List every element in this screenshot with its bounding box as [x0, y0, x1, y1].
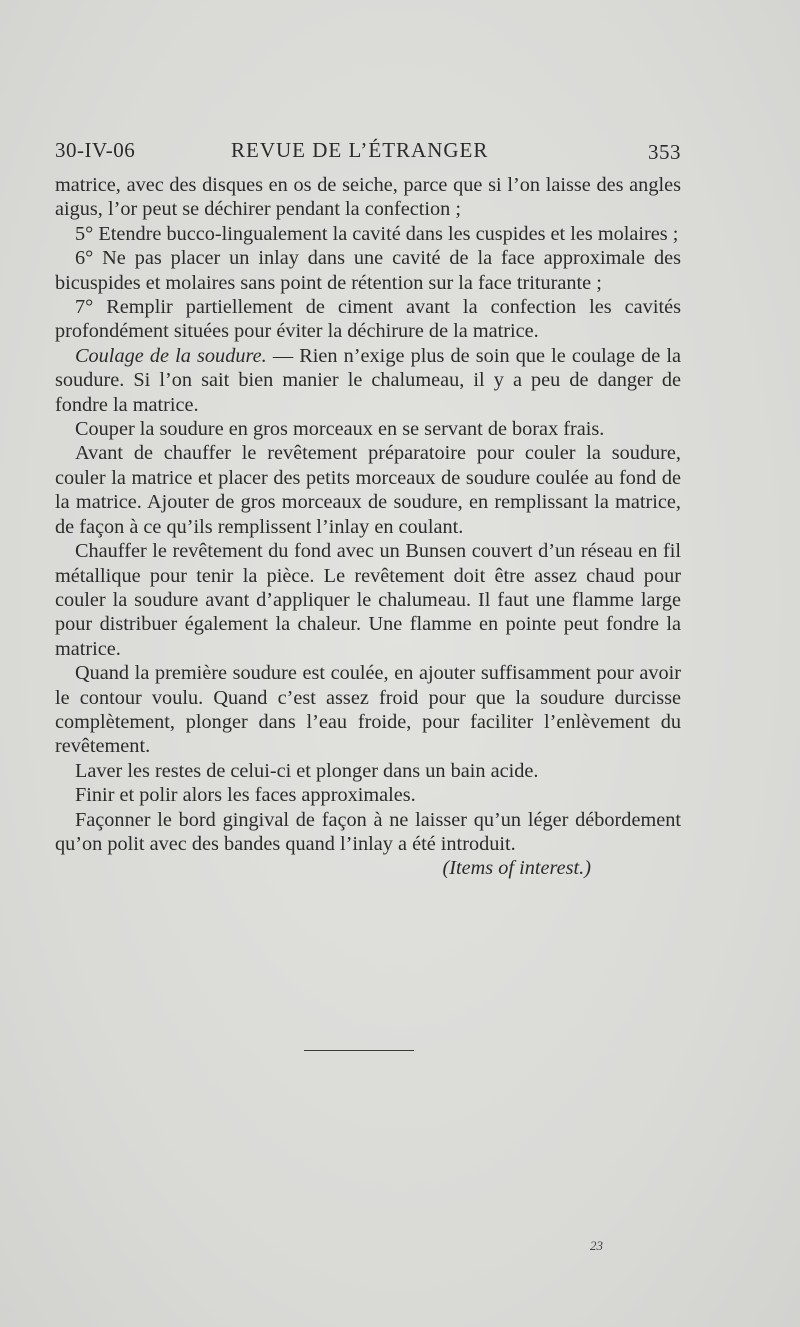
paragraph: Laver les restes de celui-ci et plonger dans un bain acide.: [75, 759, 539, 782]
section-title: Coulage de la soudure.: [75, 344, 267, 367]
paragraph: Chauffer le revêtement du fond avec un Bunsen couvert d’un réseau en fil métallique pour tenir la pièce. Le revêtement doit être assez chaud pour couler la soudure avant d’appliquer le chalumeau. Il faut une flamme large pour distribuer également la chaleur. Une flamme en pointe peut fondre la matrice.: [55, 540, 681, 660]
signature-mark: 23: [590, 1238, 603, 1253]
paragraph: Quand la première soudure est coulée, en ajouter suffisamment pour avoir le contour voulu. Quand c’est assez froid pour que la soudure durcisse complètement, plonger dans l’eau froide, pour faciliter l’enlèvement du revêtement.: [55, 662, 681, 758]
page-number: 353: [648, 140, 681, 164]
article-body: [55, 173, 681, 881]
paragraph: Avant de chauffer le revêtement préparatoire pour couler la soudure, couler la matrice et placer des petits morceaux de soudure coulée au fond de la matrice. Ajouter de gros morceaux de soudure, en remplissant la matrice, de façon à ce qu’ils remplissent l’inlay en coulant.: [55, 442, 681, 538]
paragraph: 6° Ne pas placer un inlay dans une cavité de la face approximale des bicuspides et molaires sans point de rétention sur la face triturante ;: [55, 247, 681, 294]
header-title: REVUE DE L’ÉTRANGER: [231, 138, 489, 162]
paragraph: 7° Remplir partiellement de ciment avant la confection les cavités profondément situées pour éviter la déchirure de la matrice.: [55, 296, 681, 343]
paragraph: Couper la soudure en gros morceaux en se servant de borax frais.: [75, 418, 605, 441]
running-header: [55, 138, 681, 168]
section-divider: [304, 1050, 414, 1051]
source-citation: (Items of interest.): [442, 857, 591, 880]
paragraph: Façonner le bord gingival de façon à ne laisser qu’un léger débordement qu’on polit avec des bandes quand l’inlay a été introduit.: [55, 808, 681, 855]
header-date: 30-IV-06: [55, 138, 136, 162]
paragraph: Finir et polir alors les faces approximales.: [75, 784, 416, 807]
paragraph: matrice, avec des disques en os de seiche, parce que si l’on laisse des angles aigus, l’or peut se déchirer pendant la confection ;: [55, 174, 681, 221]
paragraph: 5° Etendre bucco-lingualement la cavité dans les cuspides et les molaires ;: [75, 222, 679, 245]
paragraph-text: — Rien n’exige plus de soin que le coulage de la soudure. Si l’on sait bien manier le chalumeau, il y a peu de danger de fondre la matrice.: [55, 344, 681, 416]
paragraph: [55, 344, 681, 417]
